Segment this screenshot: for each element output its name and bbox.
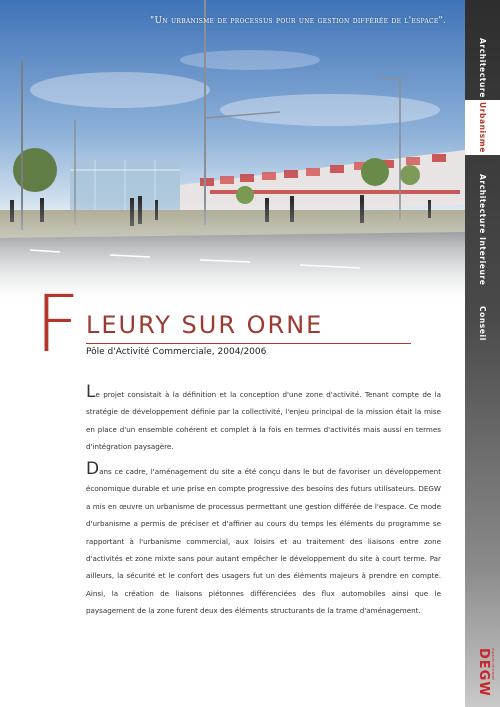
paragraph-text: ans ce cadre, l'aménagement du site a été conçu dans le but de favoriser un développement économique durable et une prise en compte progressive des besoins des futurs utilisateurs. DEGW a mis en œuvre un urbanisme de processus permettant une gestion différée de l'espace. Ce mode d'urbanisme a permis de préciser et d'affiner au cours du temps les éléments du programme se rapportant à l'urbanisme commercial, aux loisirs et au traitement des liaisons entre zone d'activités et zone mixte sans pour autant empêcher le développement du site à court terme. Par ailleurs, la sécurité et le confort des usagers fut un des éléments majeurs à prendre en compte. Ainsi, la création de liaisons piétonnes différenciées des flux automobiles ainsi que le paysagement de la zone furent deux des éléments structurants de la trame d'aménagement. <box>86 467 441 616</box>
sidebar-item-label: Architecture Interieure <box>478 173 487 286</box>
section-sidebar <box>465 0 500 707</box>
degw-logo <box>476 648 498 704</box>
architectural-render-image <box>0 0 465 300</box>
body-paragraph <box>86 459 441 620</box>
hero-rendering <box>0 0 465 300</box>
sidebar-item-label: Urbanisme <box>478 102 487 153</box>
page-title: LEURY SUR ORNE <box>86 311 324 339</box>
tagline: "Un urbanisme de processus pour une gestion différée de l'espace". <box>150 16 447 26</box>
sidebar-item-label: Architecture <box>478 37 487 98</box>
paragraph-text: e projet consistait à la définition et la conception d'une zone d'activité. Tenant compte de la stratégie de développement définie par la collectivité, l'enjeu principal de la mission était la mise en place d'un ensemble cohérent et complet à la fois en termes d'activités mais aussi en termes d'intégration paysagère. <box>86 390 441 452</box>
drop-cap: D <box>86 459 100 479</box>
title-divider <box>86 343 411 344</box>
sidebar-item-conseil[interactable] <box>465 298 500 348</box>
body-paragraph <box>86 382 441 456</box>
page-subtitle: Pôle d'Activité Commerciale, 2004/2006 <box>86 347 267 357</box>
logo-tagline: espaces de travail <box>491 648 495 680</box>
sidebar-item-architecture[interactable] <box>465 37 500 98</box>
title-initial: F <box>35 280 78 370</box>
sidebar-item-urbanisme[interactable] <box>465 100 500 155</box>
logo-wordmark: DEGW <box>476 648 491 697</box>
sidebar-item-architecture-interieure[interactable] <box>465 172 500 287</box>
drop-cap: L <box>86 382 96 402</box>
sidebar-item-label: Conseil <box>478 305 487 341</box>
